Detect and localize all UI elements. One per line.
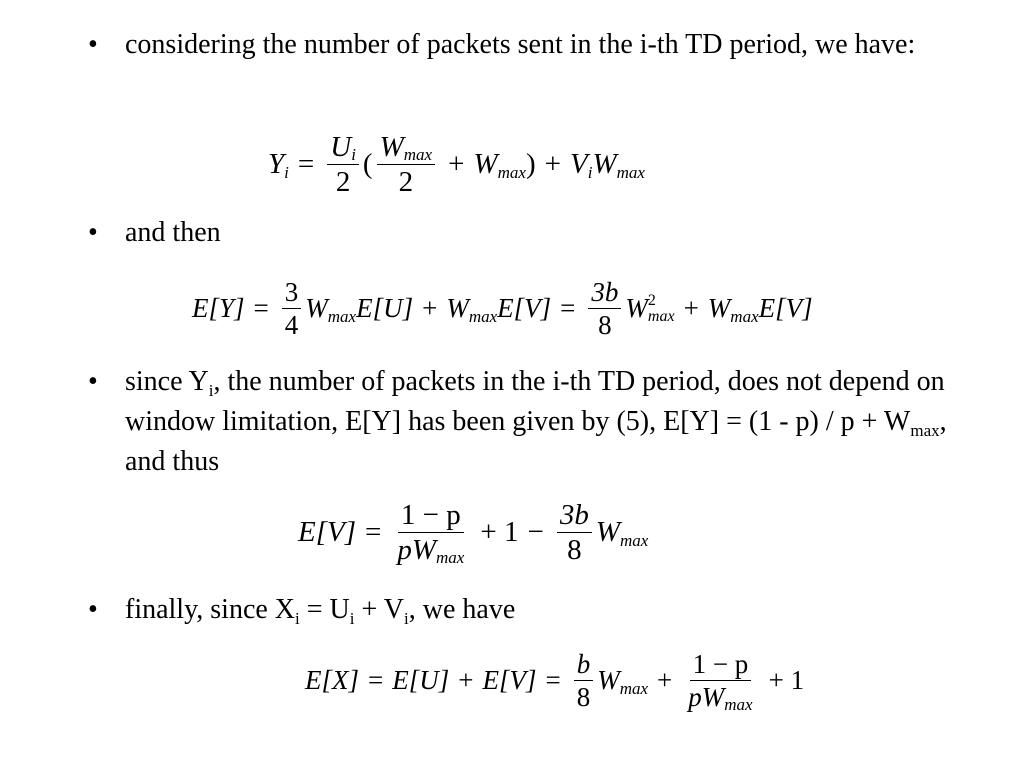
- equation-expected-v: E[V] = $\frac{1 - p}{pWmax}$ + 1 − $\frac{3b}{8}$ W max: [298, 499, 649, 568]
- equation-yi: Y i = $\frac{Ui}{2}$ ( $\frac{Wmax}{2}$ + W max ) + V i W max: [268, 131, 645, 199]
- fraction-ui-over-2: $\frac{Ui}{2}$: [327, 132, 359, 198]
- bullet-marker: •: [88, 594, 98, 625]
- bullet-text-td-period: considering the number of packets sent in the i-th TD period, we have:: [125, 29, 916, 60]
- bullet-text-and-then: and then: [125, 217, 221, 248]
- fraction-1-minus-p-over-pwmax: $\frac{1 - p}{pWmax}$: [688, 649, 753, 715]
- fraction-3b-over-8: $\frac{3b}{8}$: [557, 500, 592, 566]
- fraction-wmax-over-2: $\frac{Wmax}{2}$: [377, 132, 436, 198]
- bullet-text-since-yi: since $Y_i$, the number of packets in the i-th TD period, does not depend on window limitation, E[Y] has been given by (5), $E[Y] = (1 - p) / p + W_{max}$, and thus: [125, 366, 947, 477]
- equation-expected-y: E[Y] = $\frac{3}{4}$ W max E[U] + W max E[V] = $\frac{3b}{8}$ W 2 max + W max E[V]: [192, 277, 813, 341]
- bullet-marker: •: [88, 29, 98, 60]
- fraction-3b-over-8: $\frac{3b}{8}$: [588, 278, 621, 340]
- fraction-1-minus-p-over-pwmax: $\frac{1 - p}{pWmax}$: [397, 499, 465, 568]
- fraction-b-over-8: $\frac{b}{8}$: [574, 650, 594, 712]
- bullet-marker: •: [88, 366, 98, 397]
- bullet-text-finally: finally, since $X_i = U_i + V_i$, we have: [125, 594, 516, 628]
- equation-expected-x: E[X] = E[U] + E[V] = $\frac{b}{8}$ W max + $\frac{1 - p}{pWmax}$ + 1: [305, 649, 805, 715]
- bullet-marker: •: [88, 217, 98, 248]
- fraction-3-over-4: $\frac{3}{4}$: [282, 278, 302, 340]
